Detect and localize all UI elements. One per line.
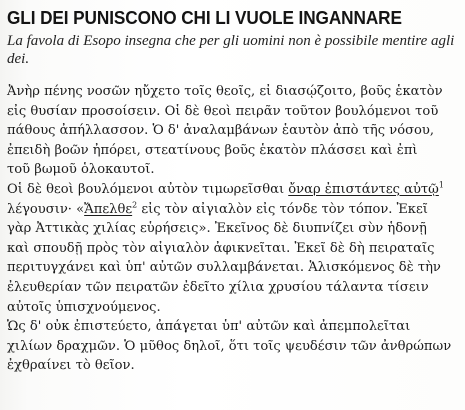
text-line-6 <box>7 180 452 200</box>
footnote-marker-1: 1 <box>438 180 444 190</box>
text-segment: Οἱ δὲ θεοὶ βουλόμενοι αὐτὸν τιμωρεῖσθαι <box>7 181 289 197</box>
text-line-13: Ὡς δ' οὐκ ἐπιστεύετο, ἀπάγεται ὑπ' αὐτῶν καὶ ἀπεμπολεῖται <box>7 319 411 335</box>
text-line-4: ἐπειδὴ βοῶν ἠπόρει, στεατίνους βοῦς ἑκατὸν πλάσσει καὶ ἐπὶ <box>7 142 418 158</box>
text-segment: εἰς τὸν αἰγιαλὸν εἰς τόνδε τὸν τόπον. Ἐκεῖ <box>137 201 428 217</box>
footnote-marker-2: 2 <box>132 200 138 210</box>
text-line-11: ἐλευθερίαν τῶν πειρατῶν ἐδεῖτο χίλια χρυσίου τάλαντα τίσειν <box>7 279 429 295</box>
greek-text-body <box>7 82 459 376</box>
text-line-2: εἰς θυσίαν προσοίσειν. Οἱ δὲ θεοὶ πειρᾶν τοῦτον βουλόμενοι τοῦ <box>7 103 439 119</box>
text-line-3: πάθους ἀπήλλασσον. Ὁ δ' ἀναλαμβάνων ἑαυτὸν ἀπὸ τῆς νόσου, <box>7 123 435 139</box>
page-title: GLI DEI PUNISCONO CHI LI VUOLE INGANNARE <box>7 7 402 28</box>
underlined-phrase: ὄναρ ἐπιστάντες αὐτῷ <box>288 181 439 197</box>
underlined-word: Ἄπελθε <box>84 201 133 217</box>
subtitle: La favola di Esopo insegna che per gli uomini non è possibile mentire agli dei. <box>7 33 455 67</box>
text-segment: λέγουσιν· « <box>7 201 85 217</box>
text-line-9: καὶ σπουδῇ πρὸς τὸν αἰγιαλὸν ἀφικνεῖται. Ἐκεῖ δὲ δὴ πειραταῖς <box>7 240 435 256</box>
text-line-14: χιλίων δραχμῶν. Ὁ μῦθος δηλοῖ, ὅτι τοῖς ψευδέσιν τῶν ἀνθρώπων <box>7 338 452 354</box>
text-line-12: αὐτοῖς ὑπισχνούμενος. <box>7 299 161 315</box>
text-line-15: ἐχθραίνει τὸ θεῖον. <box>7 358 135 374</box>
text-line-1: Ἀνὴρ πένης νοσῶν ηὔχετο τοῖς θεοῖς, εἰ διασῴζοιτο, βοῦς ἑκατὸν <box>7 84 443 99</box>
text-line-10: περιτυγχάνει καὶ ὑπ' αὐτῶν συλλαμβάνεται. Ἁλισκόμενος δὲ τὴν <box>7 260 441 276</box>
text-line-5: τοῦ βωμοῦ ὁλοκαυτοῖ. <box>7 162 155 178</box>
text-line-7 <box>7 200 452 220</box>
text-line-8: γὰρ Ἀττικὰς χιλίας εὑρήσεις». Ἐκεῖνος δὲ διυπνίζει σὺν ἡδονῇ <box>7 221 427 237</box>
